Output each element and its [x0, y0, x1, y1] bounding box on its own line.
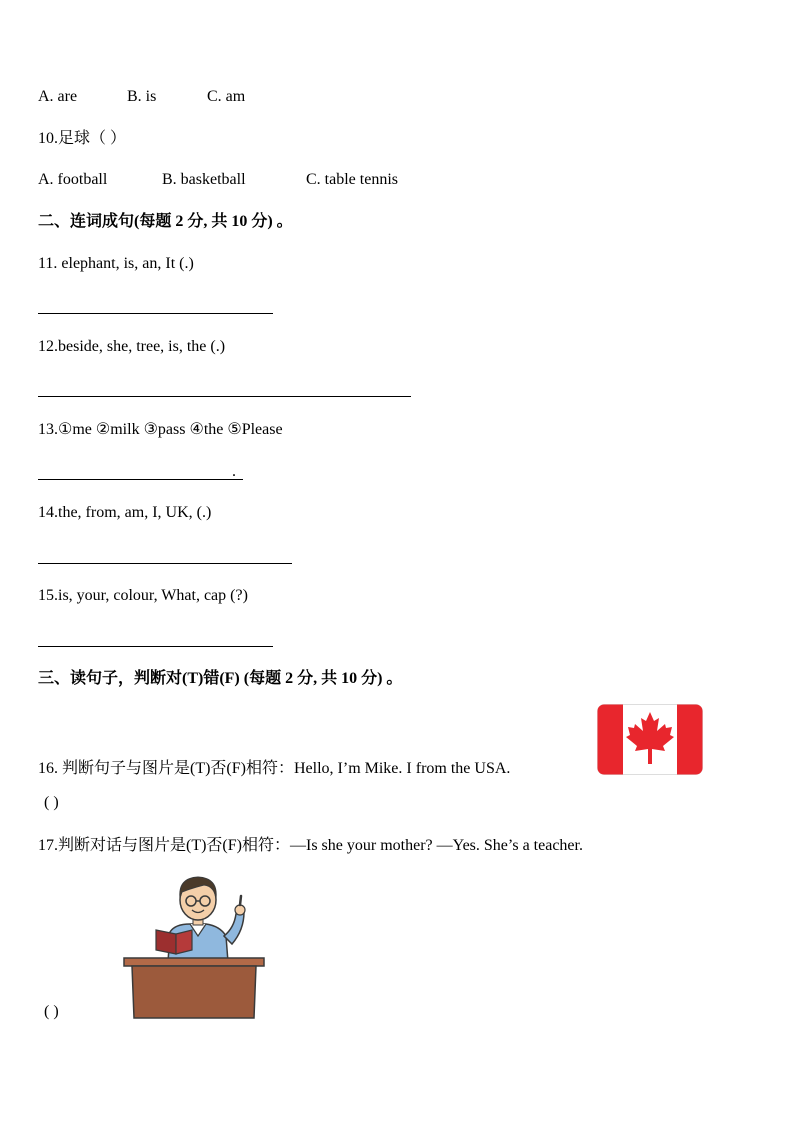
q14-text: 14.the, from, am, I, UK, (.)	[38, 504, 212, 521]
q15-answer-line[interactable]	[38, 646, 273, 647]
q15-text: 15.is, your, colour, What, cap (?)	[38, 587, 248, 604]
teacher-at-desk-icon	[120, 870, 268, 1022]
q13-text: 13.①me ②milk ③pass ④the ⑤Please	[38, 421, 283, 438]
q10-stem: 10.足球（ ）	[38, 130, 127, 147]
q9-option-c: C. am	[207, 88, 246, 105]
q10-option-c: C. table tennis	[306, 171, 398, 188]
q16-answer-blank[interactable]: ( )	[44, 794, 59, 811]
q10-option-b: B. basketball	[162, 171, 246, 188]
q9-option-b: B. is	[127, 88, 157, 105]
q13-period: .	[232, 463, 236, 480]
q10-option-a: A. football	[38, 171, 108, 188]
q16-text: 16. 判断句子与图片是(T)否(F)相符：Hello, I’m Mike. I from the USA.	[38, 760, 511, 777]
section-2-title: 二、连词成句(每题 2 分, 共 10 分) 。	[38, 213, 293, 230]
q14-answer-line[interactable]	[38, 563, 292, 564]
q9-option-a: A. are	[38, 88, 78, 105]
q17-text: 17.判断对话与图片是(T)否(F)相符：—Is she your mother? —Yes. She’s a teacher.	[38, 837, 583, 854]
q17-answer-blank[interactable]: ( )	[44, 1003, 59, 1020]
q11-answer-line[interactable]	[38, 313, 273, 314]
q13-answer-line[interactable]	[38, 479, 243, 480]
canada-flag-icon	[597, 704, 703, 775]
q12-answer-line[interactable]	[38, 396, 411, 397]
section-3-title: 三、读句子，判断对(T)错(F) (每题 2 分, 共 10 分) 。	[38, 670, 403, 687]
q11-text: 11. elephant, is, an, It (.)	[38, 255, 194, 272]
q12-text: 12.beside, she, tree, is, the (.)	[38, 338, 226, 355]
